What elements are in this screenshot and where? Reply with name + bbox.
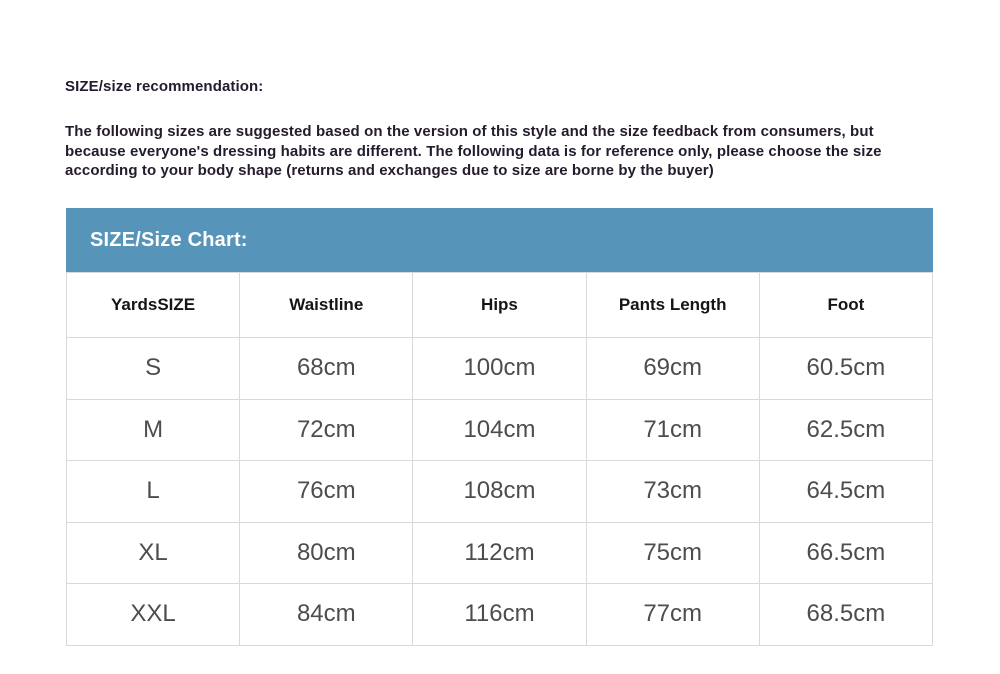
intro-section bbox=[65, 78, 937, 181]
cell-size: XXL bbox=[67, 584, 240, 646]
cell-hips: 116cm bbox=[413, 584, 586, 646]
cell-pants-length: 75cm bbox=[586, 522, 759, 584]
size-table-header bbox=[67, 273, 933, 338]
table-row-xxl bbox=[67, 584, 933, 646]
cell-pants-length: 69cm bbox=[586, 338, 759, 400]
column-header-foot: Foot bbox=[759, 273, 932, 338]
column-header-pants-length: Pants Length bbox=[586, 273, 759, 338]
intro-heading: SIZE/size recommendation: bbox=[65, 78, 264, 95]
size-chart-section bbox=[66, 208, 933, 646]
cell-hips: 108cm bbox=[413, 461, 586, 523]
cell-hips: 112cm bbox=[413, 522, 586, 584]
table-row-l bbox=[67, 461, 933, 523]
column-header-size: YardsSIZE bbox=[67, 273, 240, 338]
cell-size: XL bbox=[67, 522, 240, 584]
table-row-s bbox=[67, 338, 933, 400]
cell-hips: 100cm bbox=[413, 338, 586, 400]
cell-pants-length: 73cm bbox=[586, 461, 759, 523]
cell-foot: 66.5cm bbox=[759, 522, 932, 584]
cell-waistline: 84cm bbox=[240, 584, 413, 646]
size-table-body bbox=[67, 338, 933, 646]
cell-pants-length: 77cm bbox=[586, 584, 759, 646]
cell-hips: 104cm bbox=[413, 399, 586, 461]
size-table bbox=[66, 272, 933, 646]
cell-foot: 64.5cm bbox=[759, 461, 932, 523]
column-header-hips: Hips bbox=[413, 273, 586, 338]
header-row bbox=[67, 273, 933, 338]
cell-size: S bbox=[67, 338, 240, 400]
cell-size: M bbox=[67, 399, 240, 461]
size-chart-title: SIZE/Size Chart: bbox=[90, 228, 248, 251]
table-row-m bbox=[67, 399, 933, 461]
cell-waistline: 72cm bbox=[240, 399, 413, 461]
size-chart-banner bbox=[66, 208, 933, 272]
cell-foot: 68.5cm bbox=[759, 584, 932, 646]
cell-size: L bbox=[67, 461, 240, 523]
cell-waistline: 76cm bbox=[240, 461, 413, 523]
cell-waistline: 80cm bbox=[240, 522, 413, 584]
cell-waistline: 68cm bbox=[240, 338, 413, 400]
cell-pants-length: 71cm bbox=[586, 399, 759, 461]
column-header-waistline: Waistline bbox=[240, 273, 413, 338]
table-row-xl bbox=[67, 522, 933, 584]
cell-foot: 62.5cm bbox=[759, 399, 932, 461]
intro-paragraph: The following sizes are suggested based on the version of this style and the size feedback from consumers, but because everyone's dressing habits are different. The following data is for reference only, please choose the size according to your body shape (returns and exchanges due to size are borne by the buyer) bbox=[65, 123, 882, 179]
cell-foot: 60.5cm bbox=[759, 338, 932, 400]
